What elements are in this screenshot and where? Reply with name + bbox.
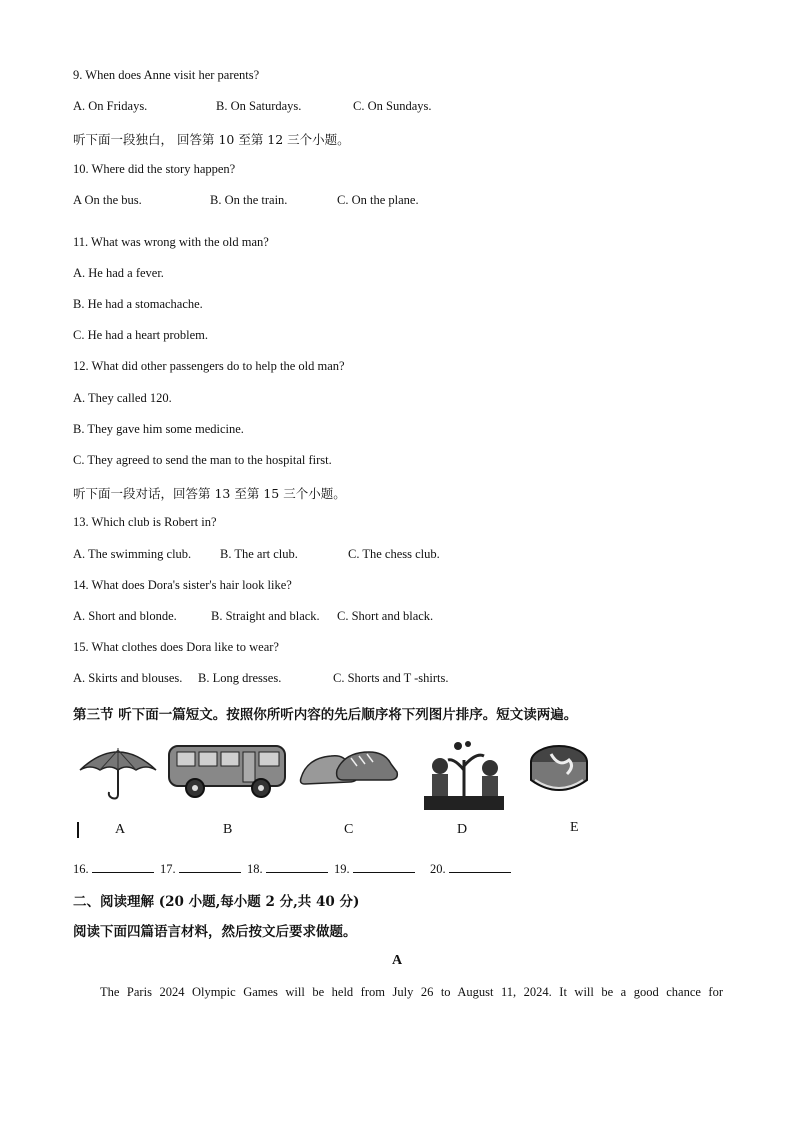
question-13-option-a: A. The swimming club. [73,547,192,561]
bus-icon [165,740,290,800]
question-15-option-a: A. Skirts and blouses. [73,671,183,685]
answer-blank-18[interactable]: 18. [247,860,328,877]
part-2-instruction: 阅读下面四篇语言材料，然后按文后要求做题。 [73,924,357,940]
question-15-option-b: B. Long dresses. [198,671,282,685]
question-9-option-b: B. On Saturdays. [216,99,302,113]
part-2-title: 二、阅读理解 (20 小题,每小题 2 分,共 40 分) [73,894,360,910]
question-11-stem: 11. What was wrong with the old man? [73,235,269,249]
question-13-option-c: C. The chess club. [348,547,440,561]
question-15-stem: 15. What clothes does Dora like to wear? [73,640,279,654]
picture-label-c: C [344,822,354,837]
question-14-option-b: B. Straight and black. [211,609,320,623]
question-11-option-a: A. He had a fever. [73,266,164,280]
cake-icon [527,740,591,802]
instruction-13-15: 听下面一段对话，回答第 13 至第 15 三个小题。 [73,486,346,501]
question-14-stem: 14. What does Dora's sister's hair look like? [73,578,292,592]
question-10-option-a: A On the bus. [73,193,142,207]
answer-blank-16[interactable]: 16. [73,860,154,877]
question-14-option-c: C. Short and black. [337,609,434,623]
umbrella-icon [76,740,160,802]
question-11-option-b: B. He had a stomachache. [73,297,203,311]
question-10-option-b: B. On the train. [210,193,288,207]
passage-label: A [391,953,403,968]
section-3-heading: 第三节 听下面一篇短文。按照你所听内容的先后顺序将下列图片排序。短文读两遍。 [73,707,578,723]
margin-mark [77,822,79,838]
question-12-option-a: A. They called 120. [73,391,172,405]
question-12-option-b: B. They gave him some medicine. [73,422,244,436]
question-14-option-a: A. Short and blonde. [73,609,177,623]
children-planting-icon [418,740,510,816]
shoes-icon [297,740,401,792]
passage-a-text: The Paris 2024 Olympic Games will be held from July 26 to August 11, 2024. It will be a good chance for [100,985,723,999]
answer-blank-17[interactable]: 17. [160,860,241,877]
question-13-option-b: B. The art club. [220,547,298,561]
question-11-option-c: C. He had a heart problem. [73,328,209,342]
question-15-option-c: C. Shorts and T -shirts. [333,671,449,685]
question-10-option-c: C. On the plane. [337,193,419,207]
question-9-option-a: A. On Fridays. [73,99,148,113]
question-12-option-c: C. They agreed to send the man to the hospital first. [73,453,332,467]
question-12-stem: 12. What did other passengers do to help the old man? [73,359,345,373]
question-10-stem: 10. Where did the story happen? [73,162,236,176]
question-9-stem: 9. When does Anne visit her parents? [73,68,260,82]
answer-blank-19[interactable]: 19. [334,860,415,877]
instruction-10-12: 听下面一段独白， 回答第 10 至第 12 三个小题。 [73,132,350,147]
question-9-option-c: C. On Sundays. [353,99,432,113]
picture-label-b: B [223,822,233,837]
question-13-stem: 13. Which club is Robert in? [73,515,217,529]
picture-label-a: A [115,822,126,837]
answer-blank-20[interactable]: 20. [430,860,511,877]
picture-label-e: E [570,820,579,835]
picture-label-d: D [457,822,468,837]
